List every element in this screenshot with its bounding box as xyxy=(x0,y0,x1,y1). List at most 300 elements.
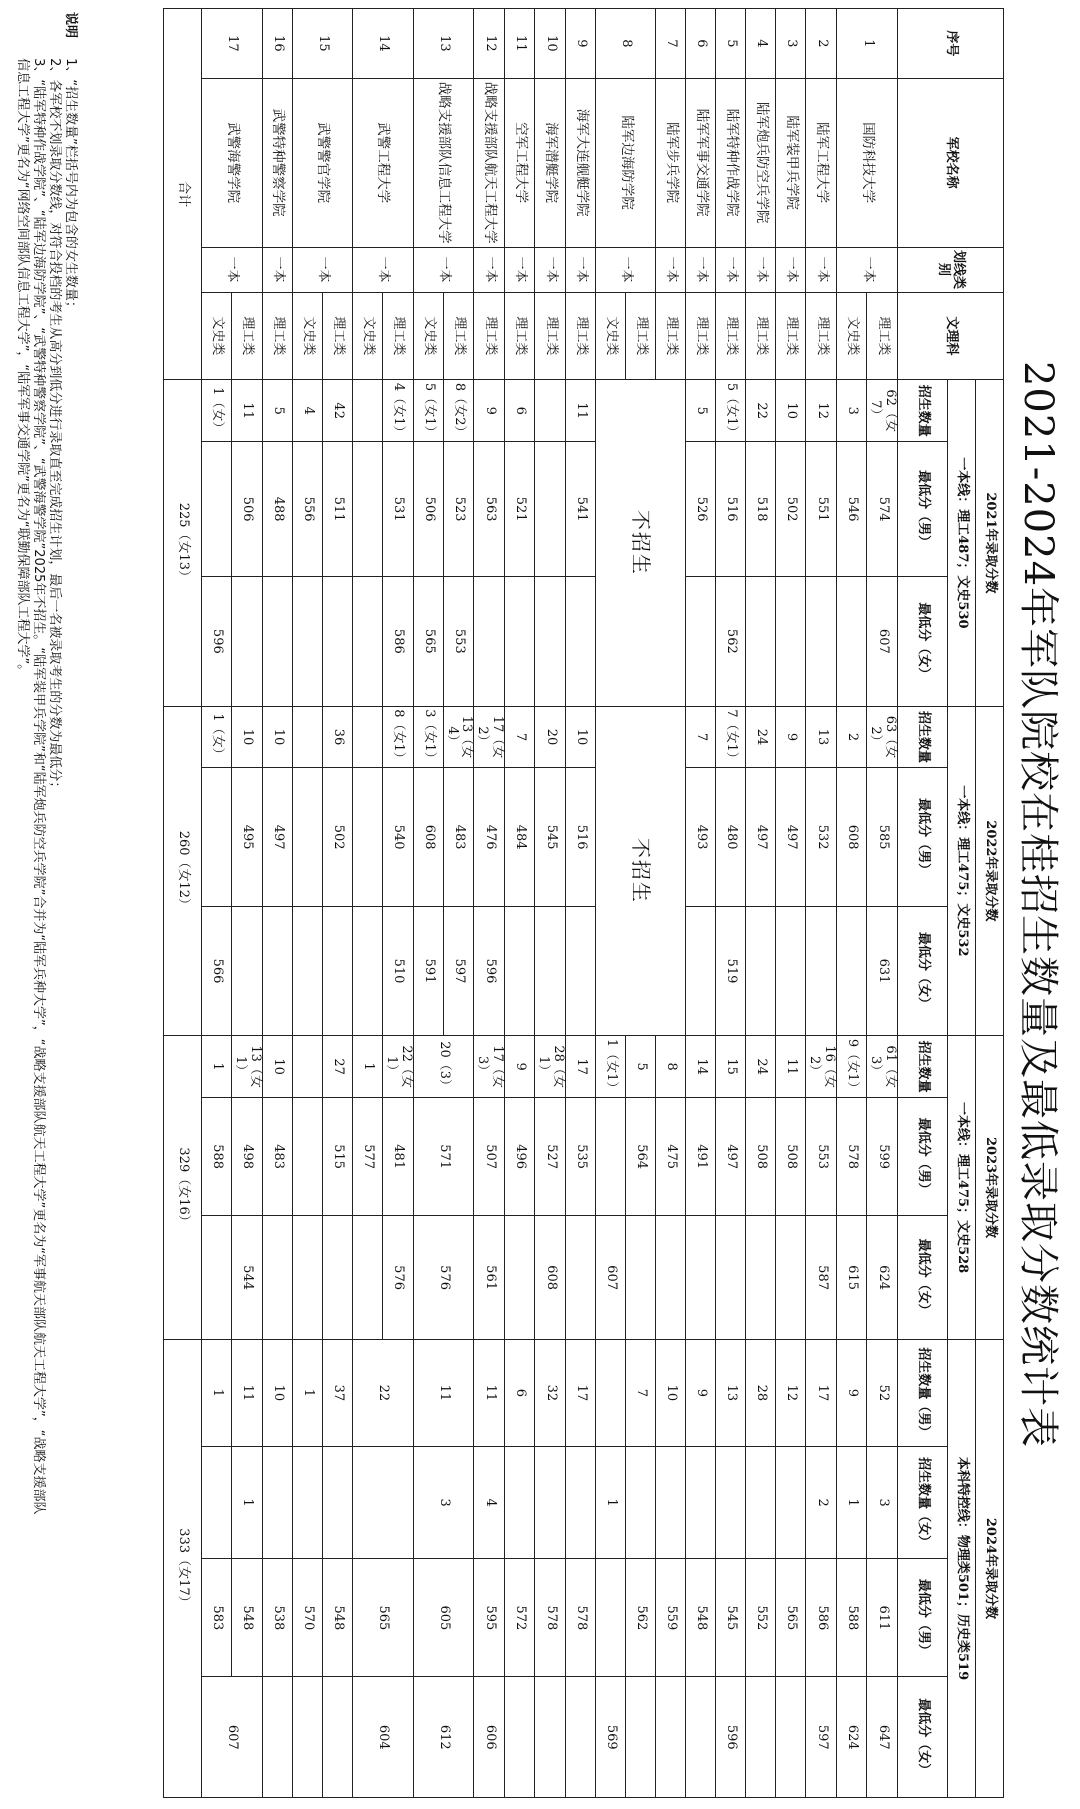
cell-min-male-2023: 515 xyxy=(322,1098,352,1216)
cell-quota-2022 xyxy=(352,706,382,768)
cell-min-male-2023: 588 xyxy=(201,1098,231,1216)
cell-min-female-2021 xyxy=(686,577,716,706)
cell-min-female-2024 xyxy=(776,1677,806,1798)
cell-min-female-2021: 565 xyxy=(413,577,443,706)
cell-quota-female-2024 xyxy=(505,1446,535,1559)
row-subject: 文史类 xyxy=(596,292,626,380)
cell-min-male-2022: 497 xyxy=(262,768,292,906)
row-subject: 理工类 xyxy=(776,292,806,380)
total-2021: 225（女13） xyxy=(163,380,201,706)
cell-min-male-2024: 538 xyxy=(262,1559,292,1677)
cell-min-female-2022 xyxy=(505,906,535,1035)
cell-min-male-2023: 483 xyxy=(262,1098,292,1216)
cell-min-male-2024: 548 xyxy=(686,1559,716,1677)
cell-quota-male-2024: 12 xyxy=(776,1339,806,1446)
cell-quota-male-2024: 11 xyxy=(474,1339,505,1446)
cell-min-female-2023 xyxy=(201,1216,231,1340)
cell-quota-2022: 63（女2） xyxy=(867,706,898,768)
cell-min-female-2023: 607 xyxy=(596,1216,626,1340)
cell-min-male-2021 xyxy=(201,442,231,577)
cell-quota-2021: 3 xyxy=(837,380,867,442)
cell-quota-2021: 62（女7） xyxy=(867,380,898,442)
cell-min-female-2021 xyxy=(837,577,867,706)
cell-quota-2023: 13（女1） xyxy=(231,1036,262,1098)
cell-min-female-2021 xyxy=(776,577,806,706)
cell-min-male-2021: 502 xyxy=(776,442,806,577)
cell-quota-2023: 5 xyxy=(626,1036,656,1098)
cell-min-female-2022: 596 xyxy=(474,906,505,1035)
cell-min-male-2021: 574 xyxy=(867,442,898,577)
row-batch: 一本 xyxy=(535,247,566,292)
cell-quota-2022: 13（女4） xyxy=(443,706,474,768)
cell-min-male-2024: 548 xyxy=(322,1559,352,1677)
cell-min-female-2022 xyxy=(352,906,382,1035)
cell-quota-2021: 4（女1） xyxy=(382,380,413,442)
table-row xyxy=(806,9,837,1798)
header-subject: 文理科 xyxy=(898,292,1004,380)
cell-min-female-2024: 604 xyxy=(352,1677,413,1798)
cell-quota-2022: 3（女1） xyxy=(413,706,443,768)
row-batch: 一本 xyxy=(716,247,746,292)
cell-quota-male-2024: 10 xyxy=(262,1339,292,1446)
row-subject: 理工类 xyxy=(443,292,474,380)
row-subject: 理工类 xyxy=(746,292,776,380)
cell-quota-2023: 1 xyxy=(201,1036,231,1098)
header-min-male-2022: 最低分（男） xyxy=(898,768,948,906)
cell-min-male-2021: 516 xyxy=(716,442,746,577)
row-batch: 一本 xyxy=(262,247,292,292)
row-batch: 一本 xyxy=(837,247,898,292)
cell-quota-2022: 1（女） xyxy=(201,706,231,768)
notes-label: 说明 xyxy=(63,12,78,39)
cell-min-female-2021 xyxy=(505,577,535,706)
cell-min-female-2022 xyxy=(535,906,566,1035)
cell-min-male-2024: 548 xyxy=(231,1559,262,1677)
row-subject: 理工类 xyxy=(231,292,262,380)
cell-quota-male-2024: 17 xyxy=(806,1339,837,1446)
cell-min-male-2022: 540 xyxy=(382,768,413,906)
row-subject: 理工类 xyxy=(867,292,898,380)
row-school: 陆军边海防学院 xyxy=(596,78,656,247)
cell-quota-2023: 28（女1） xyxy=(535,1036,566,1098)
table-row xyxy=(566,9,596,1798)
note-item: 3、“陆军特种作战学院”、“陆军边海防学院”、“武警特种警察学院”、“武警海警学院”2025年不招生。“陆军装甲兵学院”和“陆军炮兵防空兵学院”合并为“陆军兵种大学”，“战略支援部队航天工程大学”更名为“军事航天部队航天工程大学”，“战略支援部队 xyxy=(31,58,46,1515)
row-seq: 13 xyxy=(413,9,474,79)
row-school: 战略支援部队信息工程大学 xyxy=(413,78,474,247)
cell-quota-female-2024 xyxy=(656,1446,686,1559)
cell-quota-male-2024: 13 xyxy=(716,1339,746,1446)
cell-quota-2023: 1（女1） xyxy=(596,1036,626,1098)
not-recruited-2021: 不招生 xyxy=(596,380,686,706)
cell-min-male-2024: 562 xyxy=(626,1559,656,1677)
cell-min-male-2023: 508 xyxy=(746,1098,776,1216)
cell-min-female-2021 xyxy=(231,577,262,706)
cell-min-female-2021 xyxy=(746,577,776,706)
total-2023: 329（女16） xyxy=(163,1036,201,1340)
cell-min-male-2024: 586 xyxy=(806,1559,837,1677)
cell-quota-2023: 17（女3） xyxy=(474,1036,505,1098)
cell-min-female-2023: 624 xyxy=(867,1216,898,1340)
header-2022: 2022年录取分数 xyxy=(976,706,1004,1036)
header-min-female-2022: 最低分（女） xyxy=(898,906,948,1035)
notes-section xyxy=(14,12,78,1792)
cell-min-female-2023: 561 xyxy=(474,1216,505,1340)
total-row xyxy=(163,9,201,1798)
cell-min-male-2021: 511 xyxy=(322,442,352,577)
cell-min-male-2022: 532 xyxy=(806,768,837,906)
cell-min-female-2022: 597 xyxy=(443,906,474,1035)
row-subject: 理工类 xyxy=(806,292,837,380)
cell-quota-2023: 14 xyxy=(686,1036,716,1098)
row-subject: 理工类 xyxy=(686,292,716,380)
cell-min-female-2021 xyxy=(566,577,596,706)
cell-min-female-2023: 608 xyxy=(535,1216,566,1340)
cell-min-female-2024 xyxy=(262,1677,292,1798)
cell-quota-2021: 5（女1） xyxy=(716,380,746,442)
cell-quota-male-2024: 37 xyxy=(322,1339,352,1446)
cell-min-female-2024 xyxy=(505,1677,535,1798)
cell-min-female-2024: 596 xyxy=(716,1677,746,1798)
cell-quota-2021: 12 xyxy=(806,380,837,442)
row-batch: 一本 xyxy=(656,247,686,292)
row-seq: 12 xyxy=(474,9,505,79)
cell-min-male-2022 xyxy=(292,768,322,906)
cell-min-male-2023: 491 xyxy=(686,1098,716,1216)
row-batch: 一本 xyxy=(413,247,474,292)
row-seq: 3 xyxy=(776,9,806,79)
cell-min-female-2022: 519 xyxy=(716,906,746,1035)
note-item: 信息工程大学”更名为“网络空间部队信息工程大学”，“陆军军事交通学院”更名为“联勤保障部队工程大学”。 xyxy=(15,58,30,678)
row-subject: 理工类 xyxy=(322,292,352,380)
row-school: 海军潜艇学院 xyxy=(535,78,566,247)
table-row xyxy=(443,9,474,1798)
cell-min-male-2021: 556 xyxy=(292,442,322,577)
cell-min-female-2024 xyxy=(626,1677,656,1798)
cell-min-female-2024 xyxy=(292,1677,322,1798)
cell-quota-2022: 24 xyxy=(746,706,776,768)
cell-min-female-2023 xyxy=(505,1216,535,1340)
cell-quota-female-2024 xyxy=(746,1446,776,1559)
cell-min-female-2023 xyxy=(566,1216,596,1340)
row-school: 海军大连舰艇学院 xyxy=(566,78,596,247)
cell-min-male-2021: 506 xyxy=(413,442,443,577)
row-school: 陆军步兵学院 xyxy=(656,78,686,247)
cell-min-male-2022: 483 xyxy=(443,768,474,906)
cell-min-female-2023 xyxy=(776,1216,806,1340)
cell-min-female-2023 xyxy=(352,1216,382,1340)
cell-quota-2023: 20（3） xyxy=(413,1036,474,1098)
cell-quota-2023: 24 xyxy=(746,1036,776,1098)
cell-quota-male-2024: 32 xyxy=(535,1339,566,1446)
not-recruited-2022: 不招生 xyxy=(596,706,686,1036)
row-subject: 理工类 xyxy=(262,292,292,380)
row-subject: 理工类 xyxy=(535,292,566,380)
notes-list xyxy=(14,58,78,1788)
cell-quota-female-2024: 3 xyxy=(867,1446,898,1559)
row-batch: 一本 xyxy=(352,247,413,292)
row-subject: 理工类 xyxy=(566,292,596,380)
cell-quota-2023: 15 xyxy=(716,1036,746,1098)
cell-min-male-2021 xyxy=(352,442,382,577)
cell-min-female-2022 xyxy=(231,906,262,1035)
cell-min-female-2021 xyxy=(352,577,382,706)
cell-min-female-2021: 607 xyxy=(867,577,898,706)
cell-quota-2022: 10 xyxy=(231,706,262,768)
cell-min-female-2024 xyxy=(535,1677,566,1798)
table-row xyxy=(535,9,566,1798)
cell-quota-2023: 1 xyxy=(352,1036,382,1098)
cell-min-female-2022: 631 xyxy=(867,906,898,1035)
row-batch: 一本 xyxy=(806,247,837,292)
cell-quota-2023: 11 xyxy=(776,1036,806,1098)
note-item: 1、“招生数量”栏括号内为包含的女生数量； xyxy=(63,58,78,314)
cell-min-male-2023: 497 xyxy=(716,1098,746,1216)
row-subject: 理工类 xyxy=(382,292,413,380)
table-row xyxy=(322,9,352,1798)
cell-min-male-2024: 578 xyxy=(535,1559,566,1677)
cell-min-male-2021: 526 xyxy=(686,442,716,577)
cell-min-female-2022 xyxy=(837,906,867,1035)
cell-quota-male-2024 xyxy=(596,1339,626,1446)
header-seq: 序号 xyxy=(898,9,1004,79)
cell-quota-2023: 17 xyxy=(566,1036,596,1098)
row-batch: 一本 xyxy=(746,247,776,292)
cell-min-male-2021: 531 xyxy=(382,442,413,577)
row-seq: 8 xyxy=(596,9,656,79)
cell-quota-female-2024 xyxy=(535,1446,566,1559)
cell-quota-female-2024 xyxy=(566,1446,596,1559)
cell-min-female-2023: 576 xyxy=(413,1216,474,1340)
cell-min-male-2022: 495 xyxy=(231,768,262,906)
cell-min-male-2021: 521 xyxy=(505,442,535,577)
cell-min-female-2022 xyxy=(806,906,837,1035)
row-school: 国防科技大学 xyxy=(837,78,898,247)
header-2023: 2023年录取分数 xyxy=(976,1036,1004,1340)
cell-quota-2022: 36 xyxy=(322,706,352,768)
cell-min-male-2024: 578 xyxy=(566,1559,596,1677)
cell-min-male-2022: 608 xyxy=(837,768,867,906)
cell-min-male-2021: 551 xyxy=(806,442,837,577)
table-row xyxy=(505,9,535,1798)
cell-min-male-2022: 516 xyxy=(566,768,596,906)
note-item: 2、各军校不划录取分数线，对符合投档的考生从高分到低分进行录取直至完成招生计划，最后一名被录取考生的分数为最低分； xyxy=(47,58,62,795)
row-subject: 文史类 xyxy=(201,292,231,380)
cell-quota-2022: 8（女1） xyxy=(382,706,413,768)
row-batch: 一本 xyxy=(474,247,505,292)
cell-min-male-2024: 565 xyxy=(776,1559,806,1677)
row-seq: 2 xyxy=(806,9,837,79)
cell-min-male-2024: 559 xyxy=(656,1559,686,1677)
cell-min-female-2021: 586 xyxy=(382,577,413,706)
cell-min-male-2022: 484 xyxy=(505,768,535,906)
row-seq: 15 xyxy=(292,9,352,79)
cell-min-male-2022 xyxy=(201,768,231,906)
header-quota-2023: 招生数量 xyxy=(898,1036,948,1098)
cell-quota-male-2024: 9 xyxy=(837,1339,867,1446)
header-quota-2022: 招生数量 xyxy=(898,706,948,768)
cell-min-female-2023: 587 xyxy=(806,1216,837,1340)
cell-quota-male-2024: 6 xyxy=(505,1339,535,1446)
cell-quota-2021: 8（女2） xyxy=(443,380,474,442)
cell-quota-female-2024 xyxy=(776,1446,806,1559)
cell-min-female-2022 xyxy=(686,906,716,1035)
cell-min-male-2023: 553 xyxy=(806,1098,837,1216)
row-school: 武警特种警察学院 xyxy=(262,78,292,247)
cell-min-male-2023: 508 xyxy=(776,1098,806,1216)
cell-quota-2021: 22 xyxy=(746,380,776,442)
header-2023-line: 一本线：理工475；文史528 xyxy=(948,1036,976,1340)
cell-quota-male-2024: 11 xyxy=(231,1339,262,1446)
cell-min-female-2022 xyxy=(566,906,596,1035)
cell-quota-2021: 9 xyxy=(474,380,505,442)
cell-quota-2023: 16（女2） xyxy=(806,1036,837,1098)
row-school: 武警警官学院 xyxy=(292,78,352,247)
row-school: 陆军工程大学 xyxy=(806,78,837,247)
cell-min-male-2022: 497 xyxy=(746,768,776,906)
header-2024-line: 本科特控线：物理类501；历史类519 xyxy=(948,1339,976,1797)
row-subject: 理工类 xyxy=(626,292,656,380)
cell-quota-female-2024: 3 xyxy=(413,1446,474,1559)
cell-quota-male-2024: 1 xyxy=(201,1339,231,1446)
cell-quota-2021: 42 xyxy=(322,380,352,442)
cell-quota-2021: 11 xyxy=(566,380,596,442)
row-subject: 理工类 xyxy=(505,292,535,380)
cell-min-male-2022: 585 xyxy=(867,768,898,906)
cell-quota-2021: 5（女1） xyxy=(413,380,443,442)
cell-min-male-2024: 545 xyxy=(716,1559,746,1677)
cell-quota-male-2024: 10 xyxy=(656,1339,686,1446)
row-school: 武警工程大学 xyxy=(352,78,413,247)
cell-quota-2021 xyxy=(535,380,566,442)
cell-quota-2022: 7（女1） xyxy=(716,706,746,768)
cell-min-female-2023 xyxy=(746,1216,776,1340)
cell-quota-2023: 61（女3） xyxy=(867,1036,898,1098)
cell-min-male-2023: 571 xyxy=(413,1098,474,1216)
cell-min-male-2021: 488 xyxy=(262,442,292,577)
header-min-female-2023: 最低分（女） xyxy=(898,1216,948,1340)
row-seq: 7 xyxy=(656,9,686,79)
row-batch: 一本 xyxy=(596,247,656,292)
cell-quota-female-2024: 4 xyxy=(474,1446,505,1559)
row-school: 战略支援部队航天工程大学 xyxy=(474,78,505,247)
row-seq: 16 xyxy=(262,9,292,79)
total-2022: 260（女12） xyxy=(163,706,201,1036)
cell-min-female-2022 xyxy=(292,906,322,1035)
cell-min-female-2022: 566 xyxy=(201,906,231,1035)
cell-min-male-2022: 493 xyxy=(686,768,716,906)
cell-quota-2021: 5 xyxy=(262,380,292,442)
cell-quota-2022: 7 xyxy=(505,706,535,768)
cell-quota-2023: 9 xyxy=(505,1036,535,1098)
row-seq: 6 xyxy=(686,9,716,79)
cell-min-female-2021 xyxy=(474,577,505,706)
cell-min-female-2021 xyxy=(535,577,566,706)
row-school: 陆军炮兵防空兵学院 xyxy=(746,78,776,247)
cell-min-male-2022: 608 xyxy=(413,768,443,906)
cell-quota-male-2024: 22 xyxy=(352,1339,413,1446)
cell-min-male-2023: 481 xyxy=(382,1098,413,1216)
row-school: 空军工程大学 xyxy=(505,78,535,247)
cell-min-male-2023: 599 xyxy=(867,1098,898,1216)
cell-min-female-2023 xyxy=(716,1216,746,1340)
cell-min-female-2024 xyxy=(656,1677,686,1798)
cell-min-female-2022 xyxy=(776,906,806,1035)
row-school: 武警海警学院 xyxy=(201,78,262,247)
cell-min-male-2023: 577 xyxy=(352,1098,382,1216)
row-school: 陆军装甲兵学院 xyxy=(776,78,806,247)
table-row xyxy=(686,9,716,1798)
cell-quota-male-2024: 17 xyxy=(566,1339,596,1446)
header-min-female-2021: 最低分（女） xyxy=(898,577,948,706)
cell-quota-female-2024: 1 xyxy=(837,1446,867,1559)
total-2024: 333（女17） xyxy=(163,1339,201,1797)
cell-min-male-2023 xyxy=(292,1098,322,1216)
cell-quota-female-2024 xyxy=(352,1446,413,1559)
cell-min-female-2023 xyxy=(322,1216,352,1340)
cell-quota-2021: 4 xyxy=(292,380,322,442)
admission-score-table xyxy=(163,8,1004,1798)
cell-min-female-2024: 607 xyxy=(201,1677,262,1798)
cell-min-female-2024: 612 xyxy=(413,1677,474,1798)
cell-min-male-2021: 541 xyxy=(566,442,596,577)
row-subject: 理工类 xyxy=(656,292,686,380)
header-quota-2021: 招生数量 xyxy=(898,380,948,442)
header-min-male-2023: 最低分（男） xyxy=(898,1098,948,1216)
cell-min-female-2024: 624 xyxy=(837,1677,867,1798)
cell-min-male-2022: 476 xyxy=(474,768,505,906)
cell-min-female-2023 xyxy=(656,1216,686,1340)
cell-quota-2023: 10 xyxy=(262,1036,292,1098)
cell-quota-2023: 27 xyxy=(322,1036,352,1098)
header-quota-female-2024: 招生数量（女） xyxy=(898,1446,948,1559)
cell-min-female-2023: 615 xyxy=(837,1216,867,1340)
table-row xyxy=(656,9,686,1798)
header-school: 军校名称 xyxy=(898,78,1004,247)
cell-min-female-2023: 544 xyxy=(231,1216,262,1340)
row-subject: 文史类 xyxy=(292,292,322,380)
cell-quota-2022: 2 xyxy=(837,706,867,768)
cell-min-female-2024 xyxy=(322,1677,352,1798)
cell-min-female-2023 xyxy=(262,1216,292,1340)
table-row xyxy=(716,9,746,1798)
row-subject: 文史类 xyxy=(837,292,867,380)
header-batch: 划线类别 xyxy=(898,247,1004,292)
cell-min-male-2022: 545 xyxy=(535,768,566,906)
cell-min-male-2022: 497 xyxy=(776,768,806,906)
cell-quota-2023: 9（女1） xyxy=(837,1036,867,1098)
cell-min-female-2022 xyxy=(322,906,352,1035)
cell-quota-male-2024: 52 xyxy=(867,1339,898,1446)
cell-min-male-2022: 502 xyxy=(322,768,352,906)
cell-min-male-2023: 507 xyxy=(474,1098,505,1216)
cell-min-female-2024 xyxy=(686,1677,716,1798)
cell-quota-female-2024 xyxy=(262,1446,292,1559)
row-school: 陆军军事交通学院 xyxy=(686,78,716,247)
cell-min-male-2021: 506 xyxy=(231,442,262,577)
total-label: 合计 xyxy=(163,9,201,380)
cell-min-male-2024: 572 xyxy=(505,1559,535,1677)
cell-min-female-2021: 553 xyxy=(443,577,474,706)
cell-min-male-2023: 578 xyxy=(837,1098,867,1216)
cell-min-female-2022: 591 xyxy=(413,906,443,1035)
cell-min-male-2022 xyxy=(352,768,382,906)
cell-quota-2022: 7 xyxy=(686,706,716,768)
cell-quota-2021: 6 xyxy=(505,380,535,442)
header-min-male-2024: 最低分（男） xyxy=(898,1559,948,1677)
cell-min-male-2024: 552 xyxy=(746,1559,776,1677)
row-batch: 一本 xyxy=(201,247,262,292)
cell-quota-female-2024 xyxy=(626,1446,656,1559)
